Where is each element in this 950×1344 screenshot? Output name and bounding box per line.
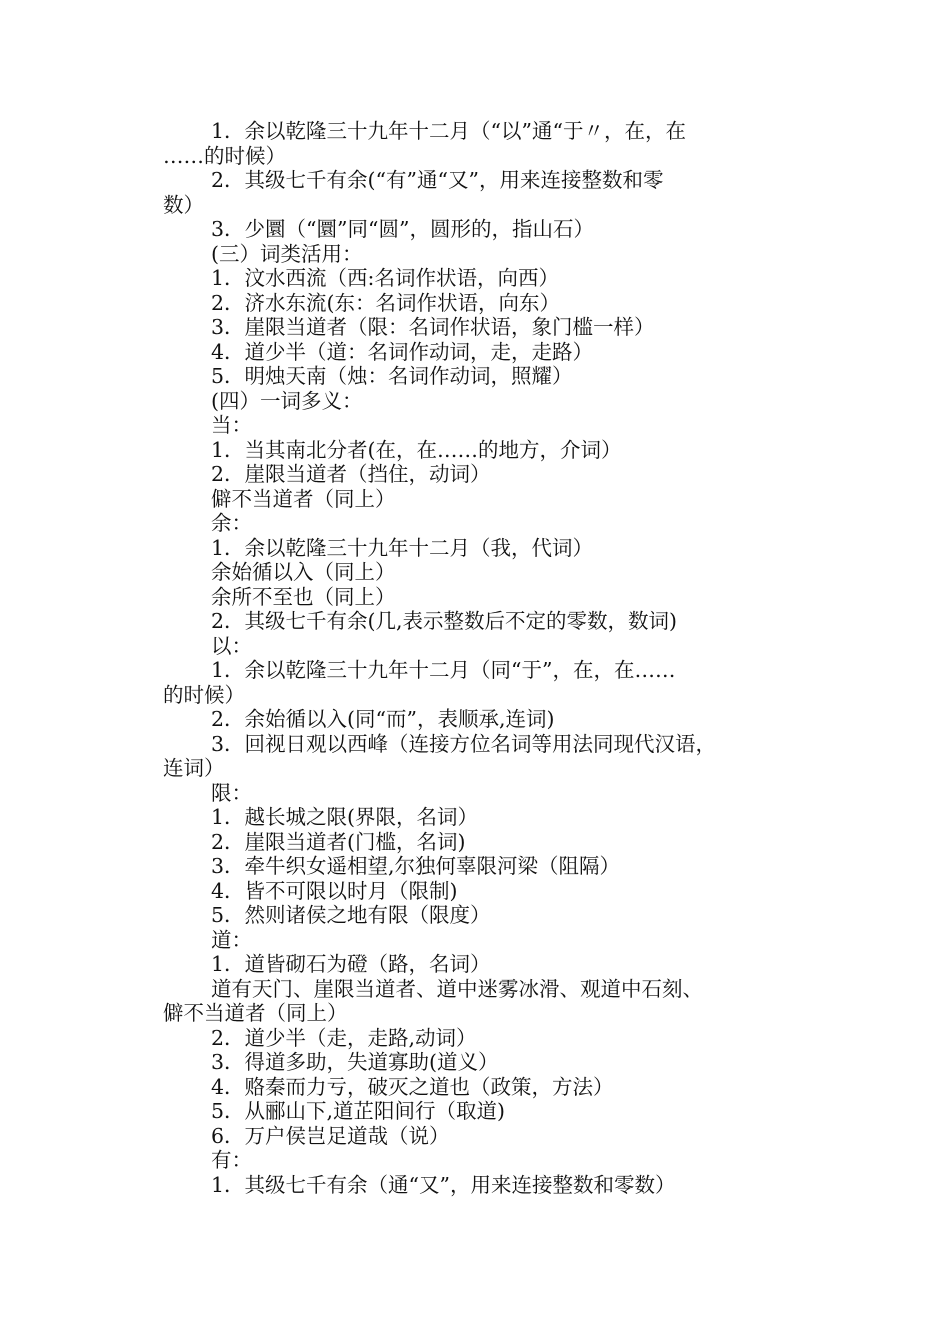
text-line: 余所不至也（同上）	[211, 584, 396, 609]
text-line: 2．道少半（走，走路,动词）	[211, 1025, 477, 1050]
document-body	[163, 119, 787, 1197]
text-line: 2．其级七千有余(几,表示整数后不定的零数，数词)	[211, 609, 678, 633]
text-line: 1．当其南北分者(在，在……的地方，介词）	[211, 437, 622, 462]
text-line: 3．回视日观以西峰（连接方位名词等用法同现代汉语，	[211, 731, 717, 756]
text-line: 当：	[211, 413, 252, 437]
text-line: 以：	[211, 633, 252, 658]
text-line: 道有天门、崖限当道者、道中迷雾冰滑、观道中石刻、	[211, 976, 703, 1001]
text-line: 5．从郦山下,道芷阳间行（取道)	[211, 1099, 506, 1123]
text-line: 余：	[211, 511, 252, 535]
text-line: 的时候）	[163, 682, 245, 707]
text-line: 2．其级七千有余(“有”通“又”，用来连接整数和零	[211, 168, 664, 192]
text-line: 有：	[211, 1148, 252, 1172]
text-line: 1．其级七千有余（通“又”，用来连接整数和零数）	[211, 1172, 676, 1197]
text-line: 5．明烛天南（烛：名词作动词，照耀）	[211, 364, 573, 388]
text-line: 3．牵牛织女遥相望,尔独何辜限河梁（阻隔）	[211, 854, 621, 878]
text-line: 1．余以乾隆三十九年十二月（同“于”，在，在……	[211, 658, 676, 682]
text-line: 数）	[163, 192, 204, 217]
text-line: (四）一词多义：	[211, 388, 363, 413]
text-line: 1．汶水西流（西:名词作状语，向西）	[211, 266, 559, 290]
text-line: 3．少圜（“圜”同“圆”，圆形的，指山石）	[211, 217, 594, 241]
text-line: 4．皆不可限以时月（限制)	[211, 878, 458, 903]
text-line: 1．越长城之限(界限，名词）	[211, 805, 479, 829]
text-line: 1．道皆砌石为磴（路，名词）	[211, 952, 491, 976]
text-line: 道：	[211, 927, 252, 952]
text-line: 3．崖限当道者（限：名词作状语，象门槛一样）	[211, 315, 655, 339]
text-line: 2．余始循以入(同“而”，表顺承,连词)	[211, 707, 555, 731]
text-line: 3．得道多助，失道寡助(道义）	[211, 1050, 499, 1074]
text-line: 连词）	[163, 756, 225, 780]
text-line: 4．赂秦而力亏，破灭之道也（政策，方法）	[211, 1074, 614, 1099]
text-line: 1．余以乾隆三十九年十二月（我，代词）	[211, 535, 594, 560]
text-line: 限：	[211, 780, 252, 805]
text-line: ……的时候）	[163, 143, 286, 168]
text-line: 2．济水东流(东：名词作状语，向东）	[211, 290, 561, 315]
text-line: 2．崖限当道者(门槛，名词)	[211, 829, 466, 854]
text-line: 1．余以乾隆三十九年十二月（“以”通“于〃，在，在	[211, 119, 686, 143]
text-line: 僻不当道者（同上）	[163, 1001, 348, 1025]
text-line: 余始循以入（同上）	[211, 560, 396, 584]
text-line: (三）词类活用：	[211, 241, 363, 266]
text-line: 2．崖限当道者（挡住，动词）	[211, 462, 491, 486]
text-line: 4．道少半（道：名词作动词，走，走路）	[211, 339, 594, 364]
text-line: 5．然则诸侯之地有限（限度）	[211, 903, 491, 927]
text-line: 6．万户侯岂足道哉（说）	[211, 1123, 450, 1148]
text-line: 僻不当道者（同上）	[211, 486, 396, 511]
